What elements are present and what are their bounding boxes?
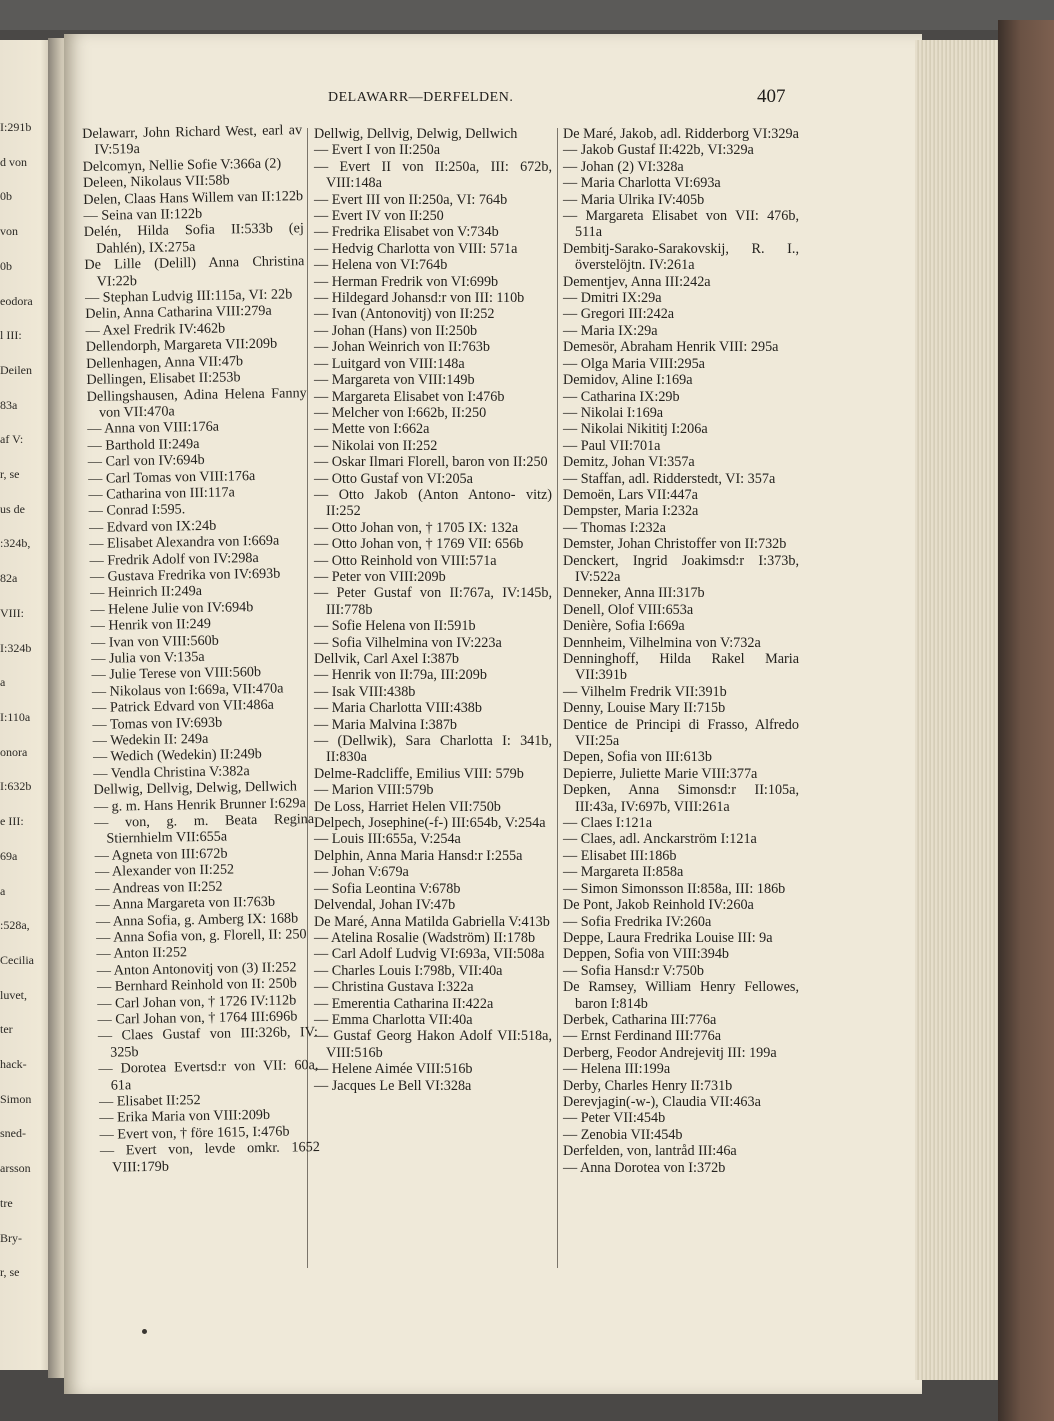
index-entry: — Wedekin II: 249a bbox=[92, 730, 209, 749]
index-entry: — Otto Johan von, † 1769 VII: 656b bbox=[314, 536, 524, 553]
index-entry: — Catharina von III:117a bbox=[88, 484, 235, 503]
index-entry: Derevjagin(-w-), Claudia VII:463a bbox=[563, 1093, 761, 1110]
index-entry: Deppe, Laura Fredrika Louise III: 9a bbox=[563, 929, 773, 946]
index-entry: Delvendal, Johan IV:47b bbox=[314, 897, 456, 914]
index-entry: — Paul VII:701a bbox=[563, 437, 661, 454]
index-entry: — Margareta Elisabet von VII: 476b, 511a bbox=[563, 208, 799, 241]
index-entry: — Emma Charlotta VII:40a bbox=[314, 1011, 473, 1028]
index-entry: Demitz, Johan VI:357a bbox=[563, 454, 695, 471]
index-entry: — Anton Antonovitj von (3) II:252 bbox=[96, 959, 297, 979]
index-entry: — Anna Margareta von II:763b bbox=[95, 893, 276, 913]
index-entry: — Ivan von VIII:560b bbox=[90, 632, 219, 651]
index-entry: — Anna von VIII:176a bbox=[87, 418, 220, 438]
index-entry: Deleen, Nikolaus VII:58b bbox=[82, 172, 230, 192]
index-entry: De Loss, Harriet Helen VII:750b bbox=[314, 798, 501, 815]
index-entry: — Margareta II:858a bbox=[563, 864, 684, 881]
left-page-fragment: hack- bbox=[0, 1057, 27, 1071]
left-page-fragment: 82a bbox=[0, 571, 18, 585]
index-entry: Dementjev, Anna III:242a bbox=[563, 273, 711, 290]
index-entry: — Carl Johan von, † 1764 III:696b bbox=[97, 1008, 298, 1028]
index-entry: Dellingen, Elisabet II:253b bbox=[86, 369, 241, 389]
index-entry: — Johan (Hans) von II:250b bbox=[314, 322, 478, 339]
index-entry: Delcomyn, Nellie Sofie V:366a (2) bbox=[82, 155, 282, 175]
left-page-fragment: 69a bbox=[0, 849, 18, 863]
index-entry: — (Dellwik), Sara Charlotta I: 341b, II:830a bbox=[314, 733, 552, 766]
index-entry: — Otto Johan von, † 1705 IX: 132a bbox=[314, 519, 519, 536]
left-page-fragment: I:110a bbox=[0, 710, 31, 724]
index-entry: — Margareta von VIII:149b bbox=[314, 372, 475, 389]
index-entry: — Henrik von II:249 bbox=[90, 616, 212, 635]
index-entry: — Nikolai I:169a bbox=[563, 404, 664, 421]
index-entry: Delawarr, John Richard West, earl av IV:519a bbox=[82, 122, 303, 159]
ink-speck bbox=[142, 1329, 147, 1334]
left-page-fragment: tre bbox=[0, 1196, 13, 1210]
index-entry: — Louis III:655a, V:254a bbox=[314, 831, 461, 848]
index-entry: — Carl Tomas von VIII:176a bbox=[88, 467, 256, 487]
index-entry: — Emerentia Catharina II:422a bbox=[314, 995, 494, 1012]
index-entry: De Lille (Delill) Anna Christina VI:22b bbox=[84, 253, 305, 290]
index-entry: — Nikolai von II:252 bbox=[314, 437, 438, 454]
index-entry: — Melcher von I:662b, II:250 bbox=[314, 404, 487, 421]
index-entry: — Edvard von IX:24b bbox=[88, 517, 217, 536]
left-page-fragment: :528a, bbox=[0, 918, 30, 932]
index-entry: — Fredrika Elisabet von V:734b bbox=[314, 224, 499, 241]
left-page-fragment: d von bbox=[0, 155, 27, 169]
left-page-fragment: ter bbox=[0, 1022, 13, 1036]
index-entry: — Claes, adl. Anckarström I:121a bbox=[563, 831, 757, 848]
index-entry: — Tomas von IV:693b bbox=[92, 714, 223, 733]
index-entry: Dembitj-Sarako-Sarakovskij, R. I., överstelöjtn. IV:261a bbox=[563, 240, 799, 274]
index-entry: — Sofia Vilhelmina von IV:223a bbox=[314, 634, 502, 651]
index-entry: Denell, Olof VIII:653a bbox=[563, 601, 694, 618]
index-entry: — Fredrik Adolf von IV:298a bbox=[89, 549, 259, 569]
index-entry: — g. m. Hans Henrik Brunner I:629a bbox=[93, 794, 306, 815]
left-page-fragment: Bry- bbox=[0, 1231, 22, 1245]
index-entry: — Seina van II:122b bbox=[83, 205, 203, 225]
index-entry: — Evert IV von II:250 bbox=[314, 208, 444, 225]
index-entry: Denny, Louise Mary II:715b bbox=[563, 700, 726, 717]
index-entry: — Dmitri IX:29a bbox=[563, 290, 662, 307]
index-entry: Demoën, Lars VII:447a bbox=[563, 486, 698, 503]
index-entry: — Anton II:252 bbox=[96, 944, 188, 963]
index-entry: — Charles Louis I:798b, VII:40a bbox=[314, 962, 503, 979]
left-page-fragment: e III: bbox=[0, 814, 24, 828]
index-entry: — Julie Terese von VIII:560b bbox=[91, 664, 262, 684]
index-entry: Delpech, Josephine(-f-) III:654b, V:254a bbox=[314, 815, 546, 832]
index-entry: — Carl Adolf Ludvig VI:693a, VII:508a bbox=[314, 946, 545, 963]
index-entry: — Mette von I:662a bbox=[314, 421, 430, 438]
left-page-fragment: eodora bbox=[0, 294, 33, 308]
left-page-fragment: us de bbox=[0, 502, 25, 516]
index-entry: — Oskar Ilmari Florell, baron von II:250 bbox=[314, 454, 548, 471]
index-entry: — Johan V:679a bbox=[314, 864, 409, 881]
index-entry: — Evert I von II:250a bbox=[314, 142, 441, 159]
index-entry: Dellvik, Carl Axel I:387b bbox=[314, 651, 460, 667]
index-entry: — Helena III:199a bbox=[563, 1061, 671, 1078]
index-entry: — Olga Maria VIII:295a bbox=[563, 355, 705, 372]
index-entry: — Evert von, † före 1615, I:476b bbox=[99, 1123, 290, 1143]
index-entry: — Maria Charlotta VIII:438b bbox=[314, 700, 482, 717]
index-entry: — Ivan (Antonovitj) von II:252 bbox=[314, 306, 495, 323]
index-entry: Denckert, Ingrid Joakimsd:r I:373b, IV:522a bbox=[563, 552, 799, 585]
left-page-fragment: l III: bbox=[0, 328, 22, 342]
index-entry: — Johan Weinrich von II:763b bbox=[314, 339, 490, 356]
left-page-fragment: 0b bbox=[0, 189, 12, 203]
index-entry: — Evert III von II:250a, VI: 764b bbox=[314, 191, 508, 208]
index-entry: — Atelina Rosalie (Wadström) II:178b bbox=[314, 929, 536, 946]
left-page-fragment: :324b, bbox=[0, 536, 31, 550]
index-entry: Derberg, Feodor Andrejevitj III: 199a bbox=[563, 1044, 777, 1061]
index-entry: — Vendla Christina V:382a bbox=[93, 763, 250, 782]
index-entry: Depen, Sofia von III:613b bbox=[563, 749, 712, 766]
index-entry: — Christina Gustava I:322a bbox=[314, 979, 474, 996]
left-page-fragment: von bbox=[0, 224, 18, 238]
index-entry: — Claes I:121a bbox=[563, 815, 653, 832]
index-entry: — Sofia Leontina V:678b bbox=[314, 880, 461, 897]
index-entry: — Gustava Fredrika von IV:693b bbox=[89, 565, 281, 585]
index-entry: — Heinrich II:249a bbox=[90, 583, 203, 602]
index-entry: — Elisabet III:186b bbox=[563, 847, 677, 864]
index-entry: — Peter Gustaf von II:767a, IV:145b, III:778b bbox=[314, 585, 552, 618]
index-entry: — Claes Gustaf von III:326b, IV: 325b bbox=[97, 1024, 318, 1061]
index-entry: Depierre, Juliette Marie VIII:377a bbox=[563, 765, 758, 782]
index-entry: — Vilhelm Fredrik VII:391b bbox=[563, 683, 727, 700]
index-entry: — Peter von VIII:209b bbox=[314, 568, 446, 585]
index-entry: Depken, Anna Simonsd:r II:105a, III:43a, IV:697b, VIII:261a bbox=[563, 782, 799, 815]
index-entry: De Maré, Anna Matilda Gabriella V:413b bbox=[314, 913, 550, 930]
index-entry: — Helene Aimée VIII:516b bbox=[314, 1061, 473, 1078]
index-entry: Dennheim, Vilhelmina von V:732a bbox=[563, 634, 761, 651]
index-entry: De Ramsey, William Henry Fellowes, baron I:814b bbox=[563, 979, 799, 1012]
index-entry: Delin, Anna Catharina VIII:279a bbox=[85, 303, 272, 323]
left-page-fragment: onora bbox=[0, 745, 28, 759]
page-header bbox=[64, 86, 922, 114]
index-entry: Denneker, Anna III:317b bbox=[563, 585, 705, 602]
index-entry: Dempster, Maria I:232a bbox=[563, 503, 699, 520]
index-column-2 bbox=[314, 126, 552, 1094]
left-page-fragment: I:324b bbox=[0, 641, 32, 655]
index-entry: — Jakob Gustaf II:422b, VI:329a bbox=[563, 142, 754, 159]
index-entry: — Erika Maria von VIII:209b bbox=[99, 1107, 271, 1127]
index-entry: — Anna Sofia von, g. Florell, II: 250 bbox=[96, 926, 307, 946]
index-entry: — Zenobia VII:454b bbox=[563, 1126, 683, 1143]
left-page-fragment: I:632b bbox=[0, 779, 32, 793]
index-entry: — Gregori III:242a bbox=[563, 306, 675, 323]
index-entry: — Simon Simonsson II:858a, III: 186b bbox=[563, 880, 786, 897]
index-entry: — Bernhard Reinhold von II: 250b bbox=[96, 975, 297, 995]
index-entry: — Alexander von II:252 bbox=[94, 861, 235, 881]
index-entry: — Henrik von II:79a, III:209b bbox=[314, 667, 487, 684]
index-entry: — Hildegard Johansd:r von III: 110b bbox=[314, 290, 525, 307]
index-entry: Dellendorph, Margareta VII:209b bbox=[85, 335, 278, 356]
left-page-fragment: sned- bbox=[0, 1126, 26, 1140]
index-entry: — Julia von V:135a bbox=[91, 648, 205, 667]
index-entry: Delme-Radcliffe, Emilius VIII: 579b bbox=[314, 765, 524, 782]
index-entry: Dellenhagen, Anna VII:47b bbox=[86, 352, 244, 372]
index-entry: — Maria Ulrika IV:405b bbox=[563, 191, 705, 208]
running-head: DELAWARR—DERFELDEN. bbox=[328, 90, 514, 105]
index-entry: Dellwig, Dellvig, Delwig, Dellwich bbox=[93, 778, 298, 799]
column-rule bbox=[557, 128, 558, 1268]
index-entry: Denière, Sofia I:669a bbox=[563, 618, 685, 635]
index-entry: — Nikolai Nikititj I:206a bbox=[563, 421, 708, 438]
index-entry: — Marion VIII:579b bbox=[314, 782, 434, 799]
index-entry: Delén, Hilda Sofia II:533b (ej Dahlén), IX:275a bbox=[83, 220, 304, 257]
index-column-3 bbox=[563, 126, 799, 1176]
index-entry: — Luitgard von VIII:148a bbox=[314, 355, 465, 372]
left-page-fragment: I:291b bbox=[0, 120, 32, 134]
left-page-fragment: luvet, bbox=[0, 988, 27, 1002]
index-entry: — Carl von IV:694b bbox=[87, 452, 205, 471]
index-entry: — Otto Jakob (Anton Antono- vitz) II:252 bbox=[314, 486, 552, 520]
index-entry: — Sofia Fredrika IV:260a bbox=[563, 913, 712, 930]
index-entry: — Peter VII:454b bbox=[563, 1110, 666, 1127]
left-page-fragment: a bbox=[0, 675, 6, 689]
left-page-fragment: VIII: bbox=[0, 606, 24, 620]
index-entry: Deppen, Sofia von VIII:394b bbox=[563, 946, 730, 963]
index-entry: — Staffan, adl. Ridderstedt, VI: 357a bbox=[563, 470, 776, 487]
index-entry: — Stephan Ludvig III:115a, VI: 22b bbox=[84, 286, 293, 307]
index-entry: — Anna Dorotea von I:372b bbox=[563, 1159, 726, 1176]
index-entry: — Patrick Edvard von VII:486a bbox=[92, 696, 275, 717]
book-cover-edge bbox=[998, 20, 1054, 1421]
index-entry: — Conrad I:595. bbox=[88, 501, 186, 520]
index-entry: — Helena von VI:764b bbox=[314, 257, 448, 274]
page-edges bbox=[915, 40, 1000, 1380]
index-entry: — Axel Fredrik IV:462b bbox=[85, 320, 226, 339]
index-entry: — Jacques Le Bell VI:328a bbox=[314, 1077, 472, 1094]
index-entry: — Helene Julie von IV:694b bbox=[90, 598, 254, 618]
index-entry: De Pont, Jakob Reinhold IV:260a bbox=[563, 897, 754, 914]
index-entry: Dellingshausen, Adina Helena Fanny von VII:470a bbox=[86, 384, 307, 421]
index-entry: — Herman Fredrik von VI:699b bbox=[314, 273, 499, 290]
index-entry: — Barthold II:249a bbox=[87, 435, 200, 454]
index-entry: — Elisabet Alexandra von I:669a bbox=[89, 532, 280, 553]
index-entry: — Hedvig Charlotta von VIII: 571a bbox=[314, 240, 518, 257]
index-entry: — Otto Reinhold von VIII:571a bbox=[314, 552, 497, 569]
index-entry: — Wedich (Wedekin) II:249b bbox=[92, 746, 262, 766]
index-entry: Denninghoff, Hilda Rakel Maria VII:391b bbox=[563, 651, 799, 684]
index-entry: — Carl Johan von, † 1726 IV:112b bbox=[97, 991, 297, 1012]
index-entry: — Otto Gustaf von VI:205a bbox=[314, 470, 473, 487]
index-entry: — Gustaf Georg Hakon Adolf VII:518a, VIII:516b bbox=[314, 1028, 552, 1061]
index-entry: — Thomas I:232a bbox=[563, 519, 666, 536]
index-entry: Derbek, Catharina III:776a bbox=[563, 1011, 717, 1028]
index-entry: Dentice de Principi di Frasso, Alfredo VII:25a bbox=[563, 716, 799, 750]
index-entry: — Sofie Helena von II:591b bbox=[314, 618, 476, 635]
index-entry: — Dorotea Evertsd:r von VII: 60a, 61a bbox=[98, 1057, 319, 1094]
left-page-fragment: r, se bbox=[0, 467, 20, 481]
left-page-fragment: Cecilia bbox=[0, 953, 34, 967]
index-entry: De Maré, Jakob, adl. Ridderborg VI:329a bbox=[563, 126, 799, 142]
left-page-fragment: af V: bbox=[0, 432, 24, 446]
left-page-fragment: a bbox=[0, 884, 6, 898]
index-entry: Demster, Johan Christoffer von II:732b bbox=[563, 536, 787, 553]
index-entry: — Sofia Hansd:r V:750b bbox=[563, 962, 704, 979]
index-entry: — Andreas von II:252 bbox=[95, 878, 223, 897]
index-entry: — Margareta Elisabet von I:476b bbox=[314, 388, 505, 405]
index-column-1 bbox=[82, 122, 320, 1176]
left-page-fragment: arsson bbox=[0, 1161, 31, 1175]
index-entry: — Elisabet II:252 bbox=[98, 1092, 201, 1110]
index-entry: Derby, Charles Henry II:731b bbox=[563, 1077, 733, 1094]
left-page-fragment: 0b bbox=[0, 259, 12, 273]
index-entry: — Agneta von III:672b bbox=[94, 845, 228, 864]
index-entry: Delen, Claas Hans Willem van II:122b bbox=[83, 187, 304, 208]
index-entry: — Catharina IX:29b bbox=[563, 388, 680, 405]
page-number: 407 bbox=[757, 86, 786, 107]
index-entry: — Evert II von II:250a, III: 672b, VIII:148a bbox=[314, 158, 552, 192]
index-entry: — Maria IX:29a bbox=[563, 322, 658, 339]
index-entry: — Johan (2) VI:328a bbox=[563, 158, 684, 175]
index-entry: Dellwig, Dellvig, Delwig, Dellwich bbox=[314, 126, 518, 142]
left-page-fragment: Simon bbox=[0, 1092, 32, 1106]
left-page-fragment: Deilen bbox=[0, 363, 32, 377]
left-page-fragment: r, se bbox=[0, 1265, 20, 1279]
index-entry: — Maria Malvina I:387b bbox=[314, 716, 458, 733]
index-entry: — Evert von, levde omkr. 1652 VIII:179b bbox=[99, 1139, 320, 1176]
index-entry: — Maria Charlotta VI:693a bbox=[563, 175, 721, 192]
index-entry: — von, g. m. Beata Regina Stiernhielm VII:655a bbox=[94, 811, 315, 848]
index-entry: Demidov, Aline I:169a bbox=[563, 372, 693, 389]
index-entry: — Ernst Ferdinand III:776a bbox=[563, 1028, 721, 1045]
left-page-fragment: 83a bbox=[0, 398, 18, 412]
index-entry: — Anna Sofia, g. Amberg IX: 168b bbox=[95, 909, 299, 930]
index-entry: — Nikolaus von I:669a, VII:470a bbox=[91, 680, 284, 700]
index-entry: Demesör, Abraham Henrik VIII: 295a bbox=[563, 339, 779, 356]
index-entry: — Isak VIII:438b bbox=[314, 683, 416, 700]
index-entry: Derfelden, von, lantråd III:46a bbox=[563, 1143, 737, 1160]
index-entry: Delphin, Anna Maria Hansd:r I:255a bbox=[314, 847, 523, 864]
